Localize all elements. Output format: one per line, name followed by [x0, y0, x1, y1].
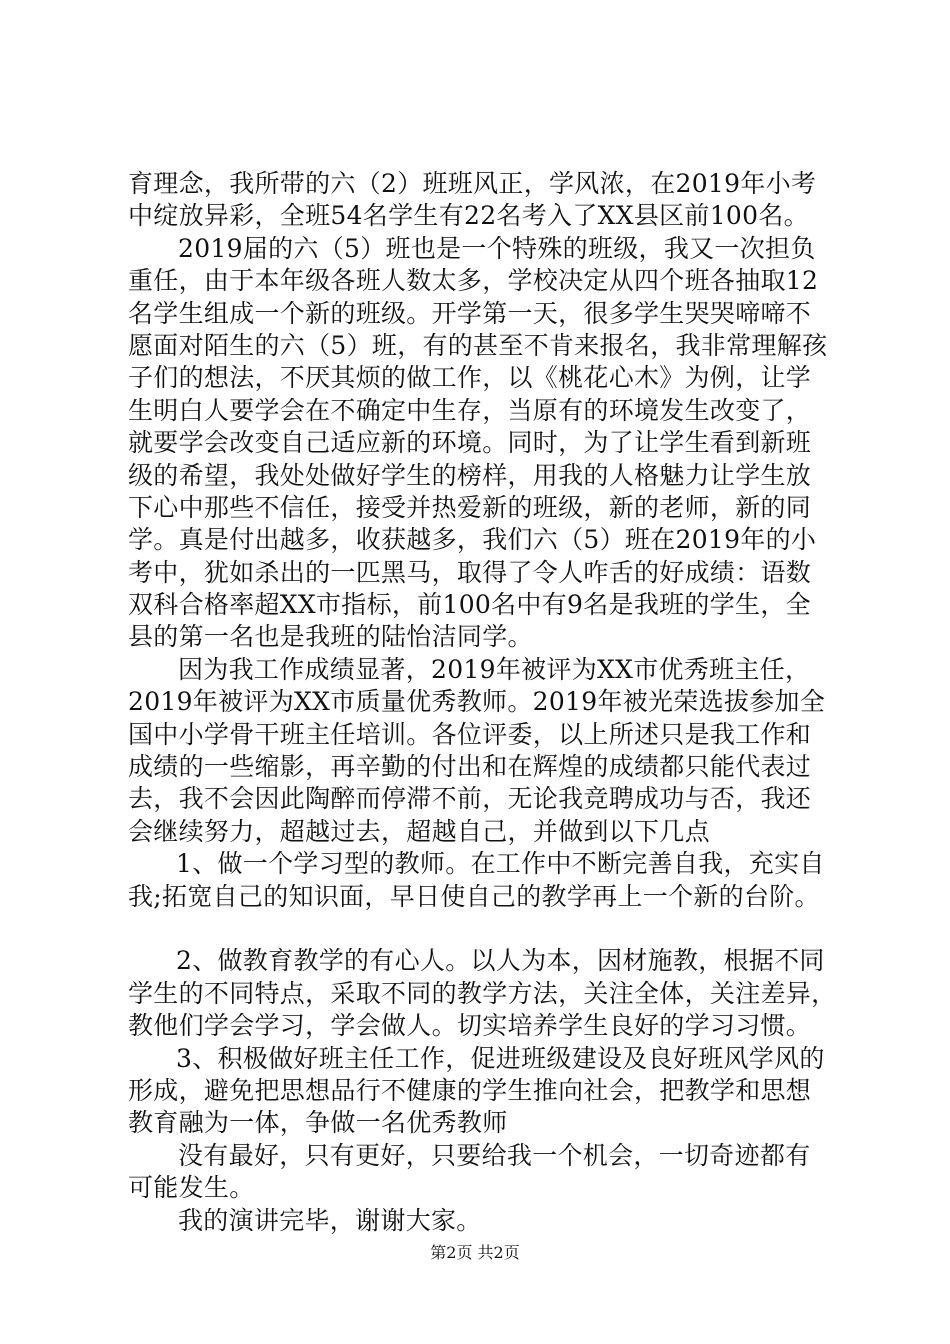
text-line: 形成，避免把思想品行不健康的学生推向社会，把教学和思想 [128, 1075, 812, 1105]
text-line: 1、做一个学习型的教师。在工作中不断完善自我，充实自 [176, 849, 825, 879]
text-line: 去，我不会因此陶醉而停滞不前，无论我竞聘成功与否，我还 [128, 784, 812, 814]
text-line: 可能发生。 [128, 1173, 255, 1203]
text-line: 3、积极做好班主任工作，促进班级建设及良好班风学风的 [176, 1043, 825, 1073]
paragraph-gap [128, 913, 828, 945]
text-line: 生明白人要学会在不确定中生存，当原有的环境发生改变了， [128, 395, 812, 425]
text-line: 下心中那些不信任，接受并热爱新的班级，新的老师，新的同 [128, 492, 812, 522]
text-line: 考中，犹如杀出的一匹黑马，取得了令人咋舌的好成绩：语数 [128, 557, 812, 587]
text-line: 育理念，我所带的六（2）班班风正，学风浓，在2019年小考 [128, 169, 817, 198]
text-line: 2、做教育教学的有心人。以人为本，因材施教，根据不同 [176, 946, 825, 976]
text-line: 2019年被评为XX市质量优秀教师。2019年被光荣选拔参加全 [128, 687, 826, 717]
text-line: 教他们学会学习，学会做人。切实培养学生良好的学习习惯。 [128, 1011, 812, 1041]
text-line: 中绽放异彩，全班54名学生有22名考入了XX县区前100名。 [128, 201, 809, 231]
text-line: 名学生组成一个新的班级。开学第一天，很多学生哭哭啼啼不 [128, 298, 812, 328]
text-line: 愿面对陌生的六（5）班，有的甚至不肯来报名，我非常理解孩 [128, 330, 828, 360]
text-line: 没有最好，只有更好，只要给我一个机会，一切奇迹都有 [178, 1140, 811, 1170]
text-line: 成绩的一些缩影，再辛勤的付出和在辉煌的成绩都只能代表过 [128, 752, 812, 782]
text-line: 级的希望，我处处做好学生的榜样，用我的人格魅力让学生放 [128, 460, 812, 490]
text-line: 子们的想法，不厌其烦的做工作，以《桃花心木》为例，让学 [128, 363, 812, 393]
text-line: 重任，由于本年级各班人数太多，学校决定从四个班各抽取12 [128, 266, 819, 296]
text-line: 教育融为一体，争做一名优秀教师 [128, 1108, 508, 1138]
text-line: 2019届的六（5）班也是一个特殊的班级，我又一次担负 [178, 233, 816, 263]
text-line: 就要学会改变自己适应新的环境。同时，为了让学生看到新班 [128, 428, 812, 458]
text-line: 县的第一名也是我班的陆怡洁同学。 [128, 622, 533, 652]
text-line: 学。真是付出越多，收获越多，我们六（5）班在2019年的小 [128, 525, 817, 555]
text-line: 我的演讲完毕，谢谢大家。 [178, 1205, 482, 1235]
text-line: 双科合格率超XX市指标，前100名中有9名是我班的学生，全 [128, 590, 811, 620]
text-line: 国中小学骨干班主任培训。各位评委，以上所述只是我工作和 [128, 719, 812, 749]
text-line: 我;拓宽自己的知识面，早日使自己的教学再上一个新的台阶。 [128, 881, 820, 911]
text-line: 学生的不同特点，采取不同的教学方法，关注全体，关注差异， [128, 978, 837, 1008]
page-number: 第2页 共2页 [430, 1243, 520, 1262]
text-line: 因为我工作成绩显著，2019年被评为XX市优秀班主任， [178, 654, 811, 684]
text-line: 会继续努力，超越过去，超越自己，并做到以下几点 [128, 816, 710, 846]
document-body [128, 168, 837, 1237]
